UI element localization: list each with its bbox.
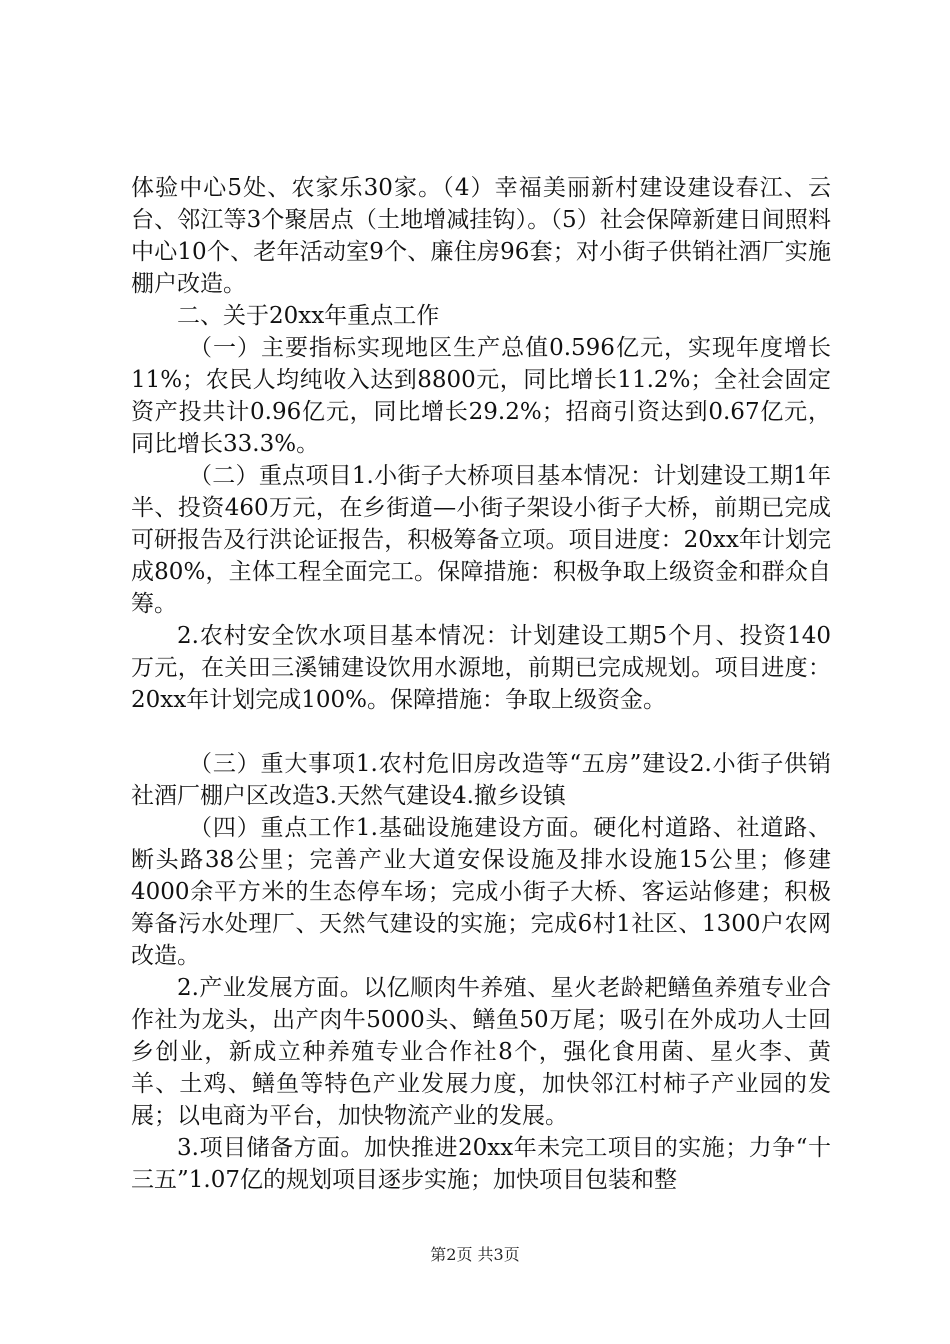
page-number-footer: 第2页 共3页 — [430, 1245, 520, 1264]
paragraph-major-matters: （三）重大事项1.农村危旧房改造等“五房”建设2.小街子供销社酒厂棚户区改造3.天然气建设4.撤乡设镇 — [131, 751, 831, 809]
paragraph-gap — [131, 716, 831, 748]
section-heading: 二、关于20xx年重点工作 — [177, 303, 440, 329]
paragraph-project-reserve: 3.项目储备方面。加快推进20xx年未完工项目的实施；力争“十三五”1.07亿的规划项目逐步实施；加快项目包装和整 — [131, 1135, 831, 1193]
paragraph-key-work: （四）重点工作1.基础设施建设方面。硬化村道路、社道路、断头路38公里；完善产业大道安保设施及排水设施15公里；修建4000余平方米的生态停车场；完成小街子大桥、客运站修建；积极筹备污水处理厂、天然气建设的实施；完成6村1社区、1300户农网改造。 — [131, 815, 831, 969]
paragraph-continuation: 体验中心5处、农家乐30家。（4）幸福美丽新村建设建设春江、云台、邻江等3个聚居点（土地增减挂钩）。（5）社会保障新建日间照料中心10个、老年活动室9个、廉住房96套；对小街子供销社酒厂实施棚户改造。 — [131, 175, 831, 297]
document-body — [131, 172, 831, 1196]
paragraph-key-projects: （二）重点项目1.小街子大桥项目基本情况：计划建设工期1年半、投资460万元，在乡街道—小街子架设小街子大桥，前期已完成可研报告及行洪论证报告，积极筹备立项。项目进度：20xx年计划完成80%，主体工程全面完工。保障措施：积极争取上级资金和群众自筹。 — [131, 463, 831, 617]
paragraph-water-project: 2.农村安全饮水项目基本情况：计划建设工期5个月、投资140万元，在关田三溪铺建设饮用水源地，前期已完成规划。项目进度：20xx年计划完成100%。保障措施：争取上级资金。 — [131, 623, 831, 713]
paragraph-industry: 2.产业发展方面。以亿顺肉牛养殖、星火老龄耙鳝鱼养殖专业合作社为龙头，出产肉牛5000头、鳝鱼50万尾；吸引在外成功人士回乡创业，新成立种养殖专业合作社8个，强化食用菌、星火李、黄羊、土鸡、鳝鱼等特色产业发展力度，加快邻江村柿子产业园的发展；以电商为平台，加快物流产业的发展。 — [131, 975, 831, 1129]
paragraph-main-indicators: （一）主要指标实现地区生产总值0.596亿元，实现年度增长11%；农民人均纯收入达到8800元，同比增长11.2%；全社会固定资产投共计0.96亿元，同比增长29.2%；招商引资达到0.67亿元，同比增长33.3%。 — [131, 335, 831, 457]
